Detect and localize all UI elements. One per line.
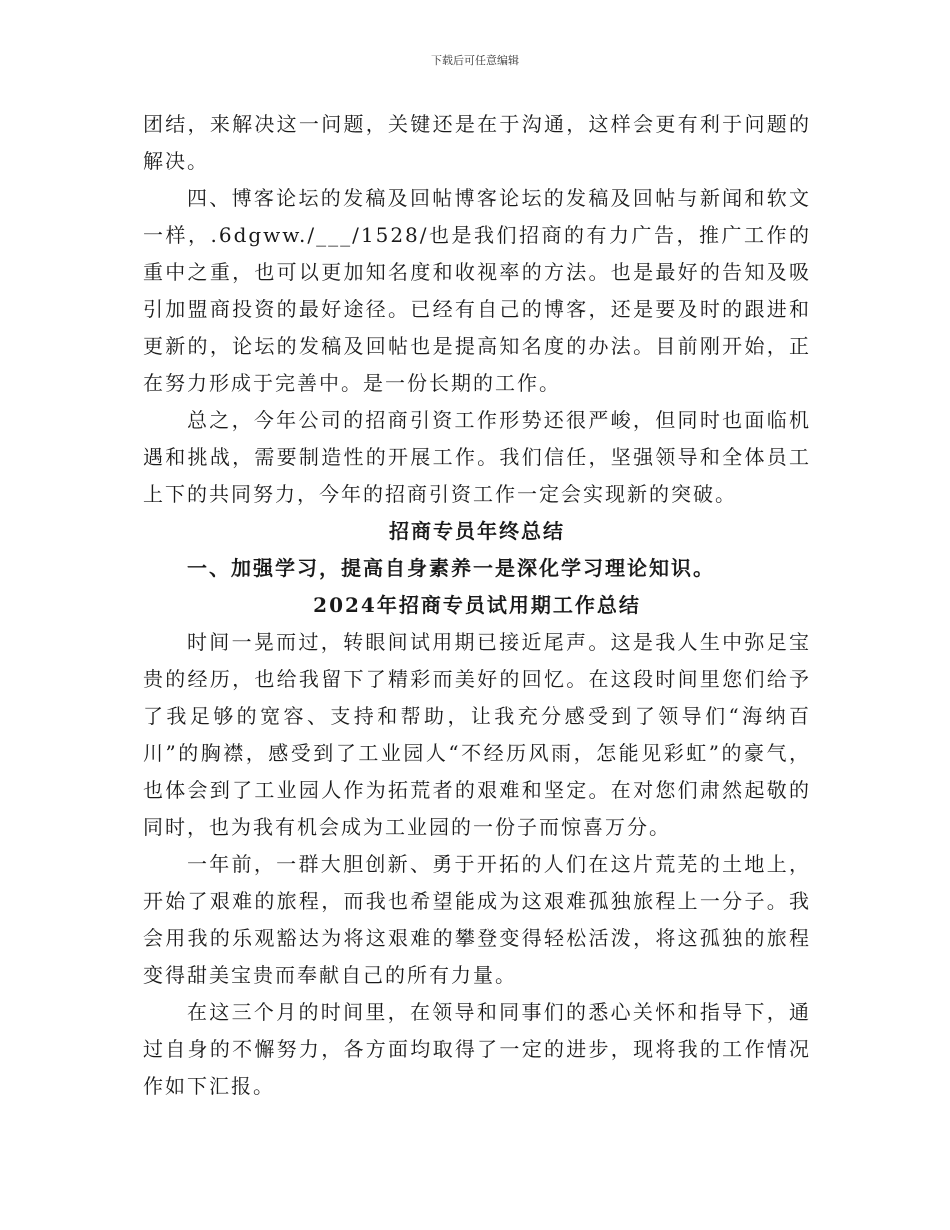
section-subheading-study: 一、加强学习，提高自身素养一是深化学习理论知识。 — [187, 556, 715, 580]
paragraph-blog-forum: 四、博客论坛的发稿及回帖博客论坛的发稿及回帖与新闻和软文一样，.6dgww./___/1528/也是我们招商的有力广告，推广工作的重中之重，也可以更加知名度和收视率的方法。也是最好的告知及吸引加盟商投资的最好途径。已经有自己的博客，还是要及时的跟进和更新的，论坛的发稿及回帖也是提高知名度的办法。目前刚开始，正在努力形成于完善中。是一份长期的工作。 — [143, 186, 811, 395]
document-body — [143, 106, 811, 1105]
paragraph-three-months: 在这三个月的时间里，在领导和同事们的悉心关怀和指导下，通过自身的不懈努力，各方面均取得了一定的进步，现将我的工作情况作如下汇报。 — [143, 1000, 811, 1098]
page-header: 下载后可任意编辑 — [431, 54, 519, 67]
paragraph-time-passed: 时间一晃而过，转眼间试用期已接近尾声。这是我人生中弥足宝贵的经历，也给我留下了精彩而美好的回忆。在这段时间里您们给予了我足够的宽容、支持和帮助，让我充分感受到了领导们“海纳百川”的胸襟，感受到了工业园人“不经历风雨，怎能见彩虹”的豪气，也体会到了工业园人作为拓荒者的艰难和坚定。在对您们肃然起敬的同时，也为我有机会成为工业园的一份子而惊喜万分。 — [143, 630, 811, 839]
section-title-probation-summary: 2024年招商专员试用期工作总结 — [313, 593, 641, 617]
paragraph-one-year-ago: 一年前，一群大胆创新、勇于开拓的人们在这片荒芜的土地上，开始了艰难的旅程，而我也希望能成为这艰难孤独旅程上一分子。我会用我的乐观豁达为将这艰难的攀登变得轻松活泼，将这孤独的旅程变得甜美宝贵而奉献自己的所有力量。 — [143, 852, 811, 987]
section-title-annual-summary: 招商专员年终总结 — [389, 519, 565, 543]
paragraph-continuation: 团结，来解决这一问题，关键还是在于沟通，这样会更有利于问题的解决。 — [143, 112, 811, 173]
paragraph-summary: 总之，今年公司的招商引资工作形势还很严峻，但同时也面临机遇和挑战，需要制造性的开展工作。我们信任，坚强领导和全体员工上下的共同努力，今年的招商引资工作一定会实现新的突破。 — [143, 408, 811, 506]
